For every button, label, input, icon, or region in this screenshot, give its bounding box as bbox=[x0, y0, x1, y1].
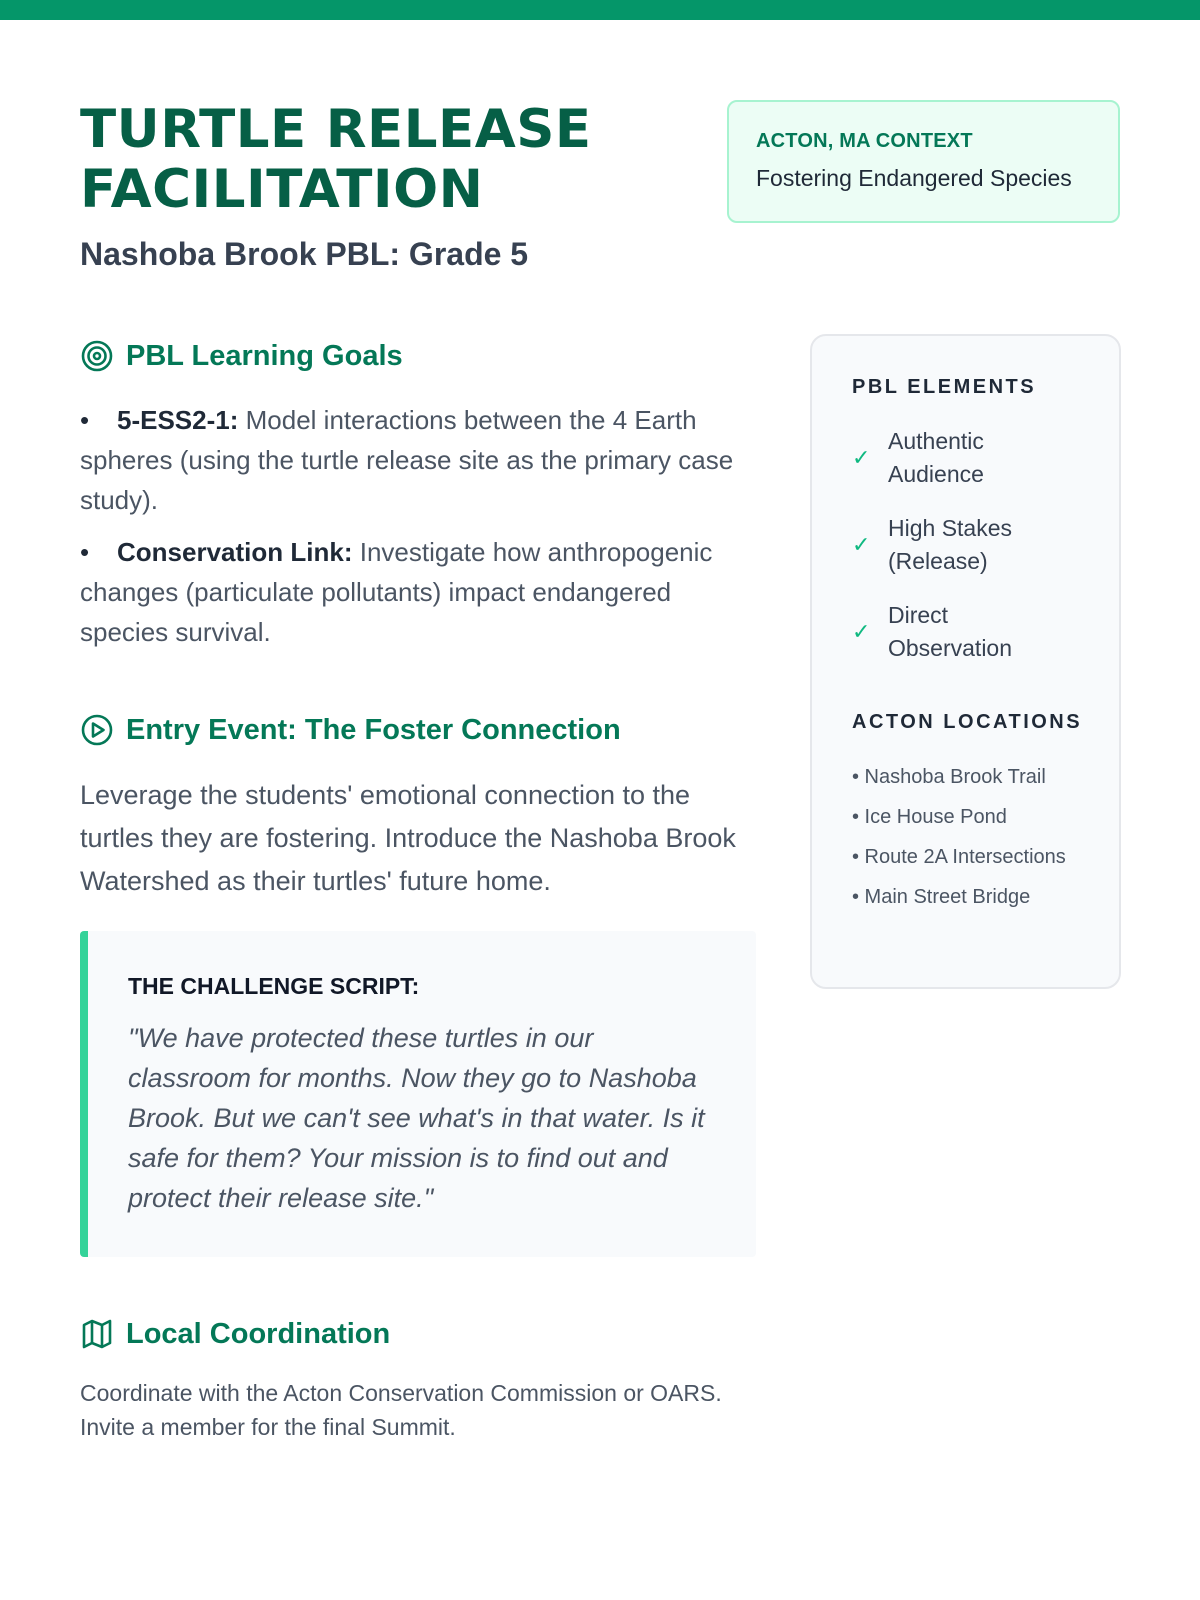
element-item bbox=[852, 599, 1119, 665]
check-icon: ✓ bbox=[852, 619, 871, 644]
goal-text: Investigate how anthropogenic changes (particulate pollutants) impact endangered species survival. bbox=[80, 537, 713, 647]
element-label: High Stakes (Release) bbox=[888, 515, 1013, 574]
challenge-quote: "We have protected these turtles in our classroom for months. Now they go to Nashoba Brook. But we can't see what's in that water. Is it safe for them? Your mission is to find out and protect their release site." bbox=[128, 1023, 705, 1213]
elements-list bbox=[852, 425, 1119, 665]
goal-item bbox=[80, 400, 760, 520]
goal-label: 5-ESS2-1: bbox=[117, 405, 239, 435]
top-accent-bar bbox=[0, 0, 1200, 20]
local-text: Coordinate with the Acton Conservation Commission or OARS. Invite a member for the final Summit. bbox=[80, 1380, 722, 1440]
element-item bbox=[852, 512, 1119, 578]
goals-heading: PBL Learning Goals bbox=[126, 339, 403, 372]
check-icon: ✓ bbox=[852, 532, 871, 557]
context-card bbox=[727, 100, 1120, 223]
context-label: ACTON, MA CONTEXT bbox=[756, 130, 973, 152]
page-subtitle: Nashoba Brook PBL: Grade 5 bbox=[80, 236, 529, 272]
challenge-script-box bbox=[80, 931, 756, 1257]
element-item bbox=[852, 425, 1119, 491]
element-label: Authentic Audience bbox=[888, 428, 984, 487]
locations-heading: ACTON LOCATIONS bbox=[852, 711, 1083, 733]
title-line-1: TURTLE RELEASE bbox=[80, 99, 592, 160]
entry-text: Leverage the students' emotional connection to the turtles they are fostering. Introduce the Nashoba Brook Watershed as their turtles' future home. bbox=[80, 780, 736, 896]
location-item: • Main Street Bridge bbox=[852, 886, 1031, 908]
goal-label: Conservation Link: bbox=[117, 537, 353, 567]
elements-heading: PBL ELEMENTS bbox=[852, 376, 1037, 398]
local-heading: Local Coordination bbox=[126, 1317, 391, 1350]
entry-section-header bbox=[80, 713, 621, 747]
goal-item bbox=[80, 532, 760, 652]
entry-heading: Entry Event: The Foster Connection bbox=[126, 713, 621, 746]
location-item: • Route 2A Intersections bbox=[852, 846, 1066, 868]
goal-bullet: • bbox=[80, 405, 90, 435]
goal-bullet: • bbox=[80, 537, 90, 567]
page-title bbox=[80, 100, 700, 220]
goal-text: Model interactions between the 4 Earth spheres (using the turtle release site as the primary case study). bbox=[80, 405, 734, 515]
check-icon: ✓ bbox=[852, 445, 871, 470]
location-item: • Nashoba Brook Trail bbox=[852, 766, 1046, 788]
location-item: • Ice House Pond bbox=[852, 806, 1007, 828]
target-icon bbox=[80, 339, 114, 373]
element-label: Direct Observation bbox=[888, 602, 1013, 661]
locations-list bbox=[852, 764, 1102, 911]
goals-section-header bbox=[80, 339, 403, 373]
play-circle-icon bbox=[80, 713, 114, 747]
context-value: Fostering Endangered Species bbox=[756, 165, 1072, 191]
map-icon bbox=[80, 1317, 114, 1351]
pbl-sidebar-card bbox=[810, 334, 1121, 989]
local-section-header bbox=[80, 1317, 390, 1351]
challenge-label: THE CHALLENGE SCRIPT: bbox=[128, 973, 420, 999]
title-line-2: FACILITATION bbox=[80, 159, 484, 220]
goals-list bbox=[80, 400, 760, 664]
